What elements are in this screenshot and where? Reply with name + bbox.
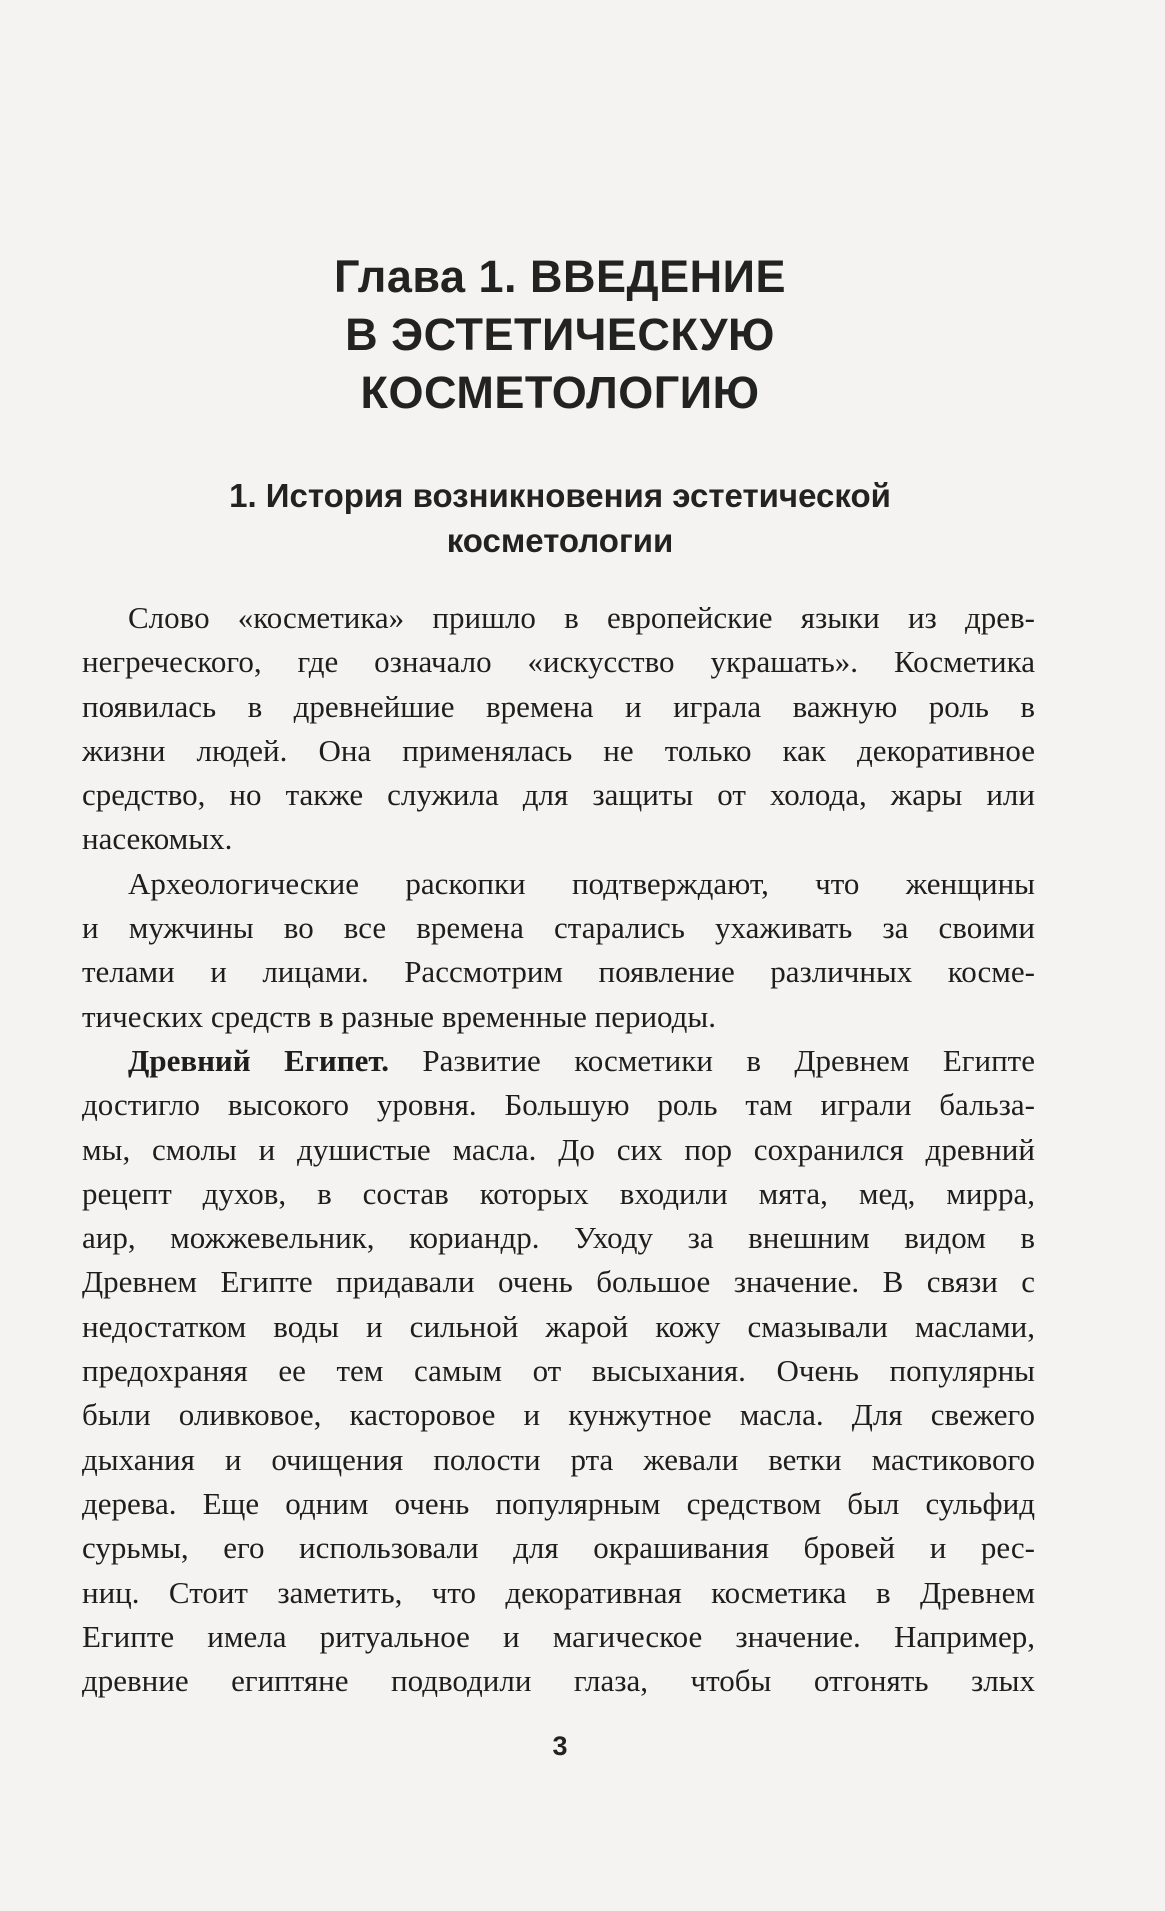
section-title [0,473,1120,563]
text-line: Древнем Египте придавали очень большое значение. В связи с [82,1264,1035,1300]
section-title-line: 1. История возникновения эстетической [229,477,891,514]
text-line: достигло высокого уровня. Большую роль там играли бальза- [82,1087,1035,1123]
page-number: 3 [552,1731,568,1761]
chapter-title-line: КОСМЕТОЛОГИЮ [360,367,760,418]
text-line: аир, можжевельник, кориандр. Уходу за внешним видом в [82,1220,1035,1256]
paragraph-ancient-egypt [82,1039,1035,1703]
text-line: и мужчины во все времена старались ухаживать за своими [82,910,1035,946]
text-line: древние египтяне подводили глаза, чтобы отгонять злых [82,1663,1035,1699]
text-line: Археологические раскопки подтверждают, что женщины [128,865,1035,901]
text-line: предохраняя ее тем самым от высыхания. Очень популярны [82,1353,1035,1389]
text-line: телами и лицами. Рассмотрим появление различных косме- [82,954,1035,990]
text-line: мы, смолы и душистые масла. До сих пор сохранился древний [82,1131,1035,1167]
text-line [82,1039,1035,1083]
text-line: тических средств в разные временные периоды. [82,998,717,1034]
text-line: Египте имела ритуальное и магическое значение. Например, [82,1618,1035,1654]
chapter-title-line: Глава 1. ВВЕДЕНИЕ [334,251,786,302]
chapter-title [0,248,1120,422]
run-in-heading: Древний Египет. [128,1042,389,1078]
section-title-line: косметологии [446,522,674,559]
text-fragment: Развитие косметики в Древнем Египте [388,1042,1035,1078]
text-line: были оливковое, касторовое и кунжутное масла. Для свежего [82,1397,1035,1433]
text-line: средство, но также служила для защиты от холода, жары или [82,777,1035,813]
text-line: рецепт духов, в состав которых входили мята, мед, мирра, [82,1175,1035,1211]
text-line: насекомых. [82,821,233,857]
text-line: Слово «косметика» пришло в европейские языки из древ- [128,600,1035,635]
text-line: появилась в древнейшие времена и играла важную роль в [82,688,1035,724]
text-line: дыхания и очищения полости рта жевали ветки мастикового [82,1441,1035,1477]
text-line: жизни людей. Она применялась не только как декоративное [82,732,1035,768]
text-line: дерева. Еще одним очень популярным средством был сульфид [82,1485,1035,1521]
paragraph-archaeology [82,862,1035,1039]
chapter-title-line: В ЭСТЕТИЧЕСКУЮ [345,309,775,360]
paragraph-cosmetics-origin [82,596,1035,862]
body-text [82,596,1035,1703]
text-line: недостатком воды и сильной жарой кожу смазывали маслами, [82,1308,1035,1344]
text-line: негреческого, где означало «искусство украшать». Косметика [82,644,1035,680]
text-line: ниц. Стоит заметить, что декоративная косметика в Древнем [82,1574,1035,1610]
text-line: сурьмы, его использовали для окрашивания бровей и рес- [82,1530,1035,1566]
